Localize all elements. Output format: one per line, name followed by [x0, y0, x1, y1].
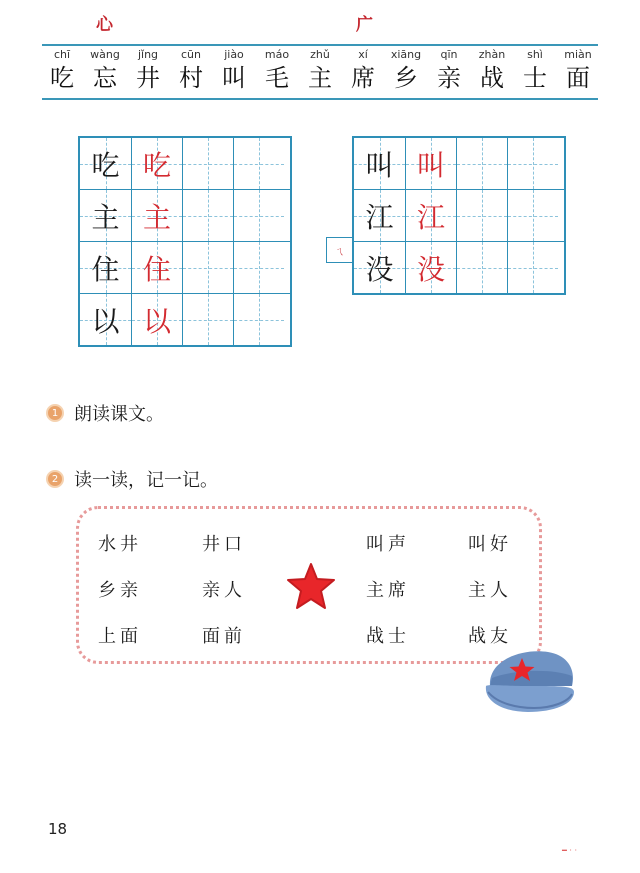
header-char: [515, 48, 555, 94]
trace-char: 主: [142, 200, 171, 234]
trace-char: 住: [142, 252, 171, 286]
blank-cell[interactable]: [233, 242, 284, 293]
model-char: 住: [91, 252, 120, 286]
header-pinyin: máo: [264, 48, 290, 61]
header-rule-bottom: [42, 98, 598, 100]
word-item: 亲人: [202, 580, 246, 601]
grid-row: [80, 138, 290, 189]
header-char: [558, 48, 598, 94]
header-pinyin: qīn: [440, 48, 458, 61]
header-pinyin: xiāng: [390, 48, 422, 61]
header-hanzi: 村: [179, 64, 203, 92]
radical-heart: 心: [96, 15, 113, 35]
corner-mark: ━ · ·: [562, 846, 577, 855]
blank-cell[interactable]: [456, 190, 507, 241]
trace-cell: [131, 138, 182, 189]
trace-cell: [131, 294, 182, 345]
blank-cell[interactable]: [507, 138, 558, 189]
exercise-1: [46, 400, 164, 426]
model-char: 叫: [365, 148, 394, 182]
header-pinyin: zhàn: [478, 48, 506, 61]
header-hanzi: 面: [566, 64, 590, 92]
model-char: 没: [365, 252, 394, 286]
blank-cell[interactable]: [507, 190, 558, 241]
word-item: 井口: [202, 534, 246, 555]
model-char: 江: [365, 200, 394, 234]
blank-cell[interactable]: [182, 190, 233, 241]
model-char: 吃: [91, 148, 120, 182]
exercise-text: 朗读课文。: [74, 404, 164, 425]
header-hanzi: 乡: [394, 64, 418, 92]
header-char: [429, 48, 469, 94]
blank-cell[interactable]: [233, 294, 284, 345]
header-pinyin: xí: [358, 48, 368, 61]
exercise-number-badge: 2: [46, 470, 64, 488]
header-hanzi: 主: [308, 64, 332, 92]
radical-shelter: 广: [356, 15, 373, 35]
trace-char: 江: [416, 200, 445, 234]
blank-cell[interactable]: [456, 138, 507, 189]
header-pinyin: jǐng: [137, 48, 159, 61]
header-pinyin: chī: [53, 48, 71, 61]
blank-cell[interactable]: [182, 294, 233, 345]
grid-row: [354, 241, 564, 293]
header-hanzi: 毛: [265, 64, 289, 92]
trace-cell: [405, 138, 456, 189]
army-cap-icon: [482, 646, 578, 722]
model-cell: [80, 190, 131, 241]
trace-cell: [405, 190, 456, 241]
model-cell: [80, 242, 131, 293]
header-hanzi: 吃: [50, 64, 74, 92]
header-char: [257, 48, 297, 94]
header-hanzi: 士: [523, 64, 547, 92]
model-cell: [80, 294, 131, 345]
word-item: 水井: [98, 534, 142, 555]
blank-cell[interactable]: [507, 242, 558, 293]
trace-cell: [131, 242, 182, 293]
header-rule-top: [42, 44, 598, 46]
word-item: 叫声: [366, 534, 410, 555]
practice-grid-left: [78, 136, 292, 347]
grid-row: [80, 241, 290, 293]
new-character-row: [42, 48, 598, 94]
trace-char: 叫: [416, 148, 445, 182]
header-hanzi: 忘: [93, 64, 117, 92]
blank-cell[interactable]: [182, 242, 233, 293]
red-star-icon: [286, 562, 336, 610]
header-char: [343, 48, 383, 94]
practice-grid-right: [352, 136, 566, 295]
trace-cell: [405, 242, 456, 293]
header-hanzi: 叫: [222, 64, 246, 92]
model-char: 以: [91, 304, 120, 338]
word-item: 战士: [366, 626, 410, 647]
word-item: 乡亲: [98, 580, 142, 601]
exercise-number-badge: 1: [46, 404, 64, 422]
word-item: 叫好: [468, 534, 512, 555]
blank-cell[interactable]: [182, 138, 233, 189]
grid-row: [80, 189, 290, 241]
blank-cell[interactable]: [456, 242, 507, 293]
header-char: [214, 48, 254, 94]
header-char: [171, 48, 211, 94]
header-pinyin: shì: [527, 48, 543, 61]
header-pinyin: zhǔ: [310, 48, 330, 61]
header-pinyin: jiào: [224, 48, 244, 61]
header-pinyin: cūn: [181, 48, 201, 61]
trace-char: 以: [142, 304, 171, 338]
blank-cell[interactable]: [233, 190, 284, 241]
grid-row: [80, 293, 290, 345]
trace-char: 没: [416, 252, 445, 286]
word-item: 面前: [202, 626, 246, 647]
header-hanzi: 席: [351, 64, 375, 92]
grid-row: [354, 138, 564, 189]
header-pinyin: wàng: [90, 48, 120, 61]
trace-char: 吃: [142, 148, 171, 182]
header-char: [85, 48, 125, 94]
word-item: 战友: [468, 626, 512, 647]
stroke-hint-glyph: ㄟ: [334, 246, 345, 258]
model-cell: [354, 190, 405, 241]
word-item: 主席: [366, 580, 410, 601]
header-hanzi: 亲: [437, 64, 461, 92]
model-cell: [354, 242, 405, 293]
page-number: 18: [48, 820, 68, 838]
header-char: [300, 48, 340, 94]
header-hanzi: 井: [136, 64, 160, 92]
header-hanzi: 战: [480, 64, 504, 92]
word-item: 主人: [468, 580, 512, 601]
stroke-hint: [326, 237, 352, 263]
grid-row: [354, 189, 564, 241]
exercise-2: [46, 466, 218, 492]
header-char: [42, 48, 82, 94]
header-pinyin: miàn: [564, 48, 592, 61]
blank-cell[interactable]: [233, 138, 284, 189]
model-cell: [80, 138, 131, 189]
trace-cell: [131, 190, 182, 241]
model-char: 主: [91, 200, 120, 234]
model-cell: [354, 138, 405, 189]
header-char: [128, 48, 168, 94]
header-char: [386, 48, 426, 94]
word-item: 上面: [98, 626, 142, 647]
header-char: [472, 48, 512, 94]
exercise-text: 读一读，记一记。: [74, 470, 218, 491]
